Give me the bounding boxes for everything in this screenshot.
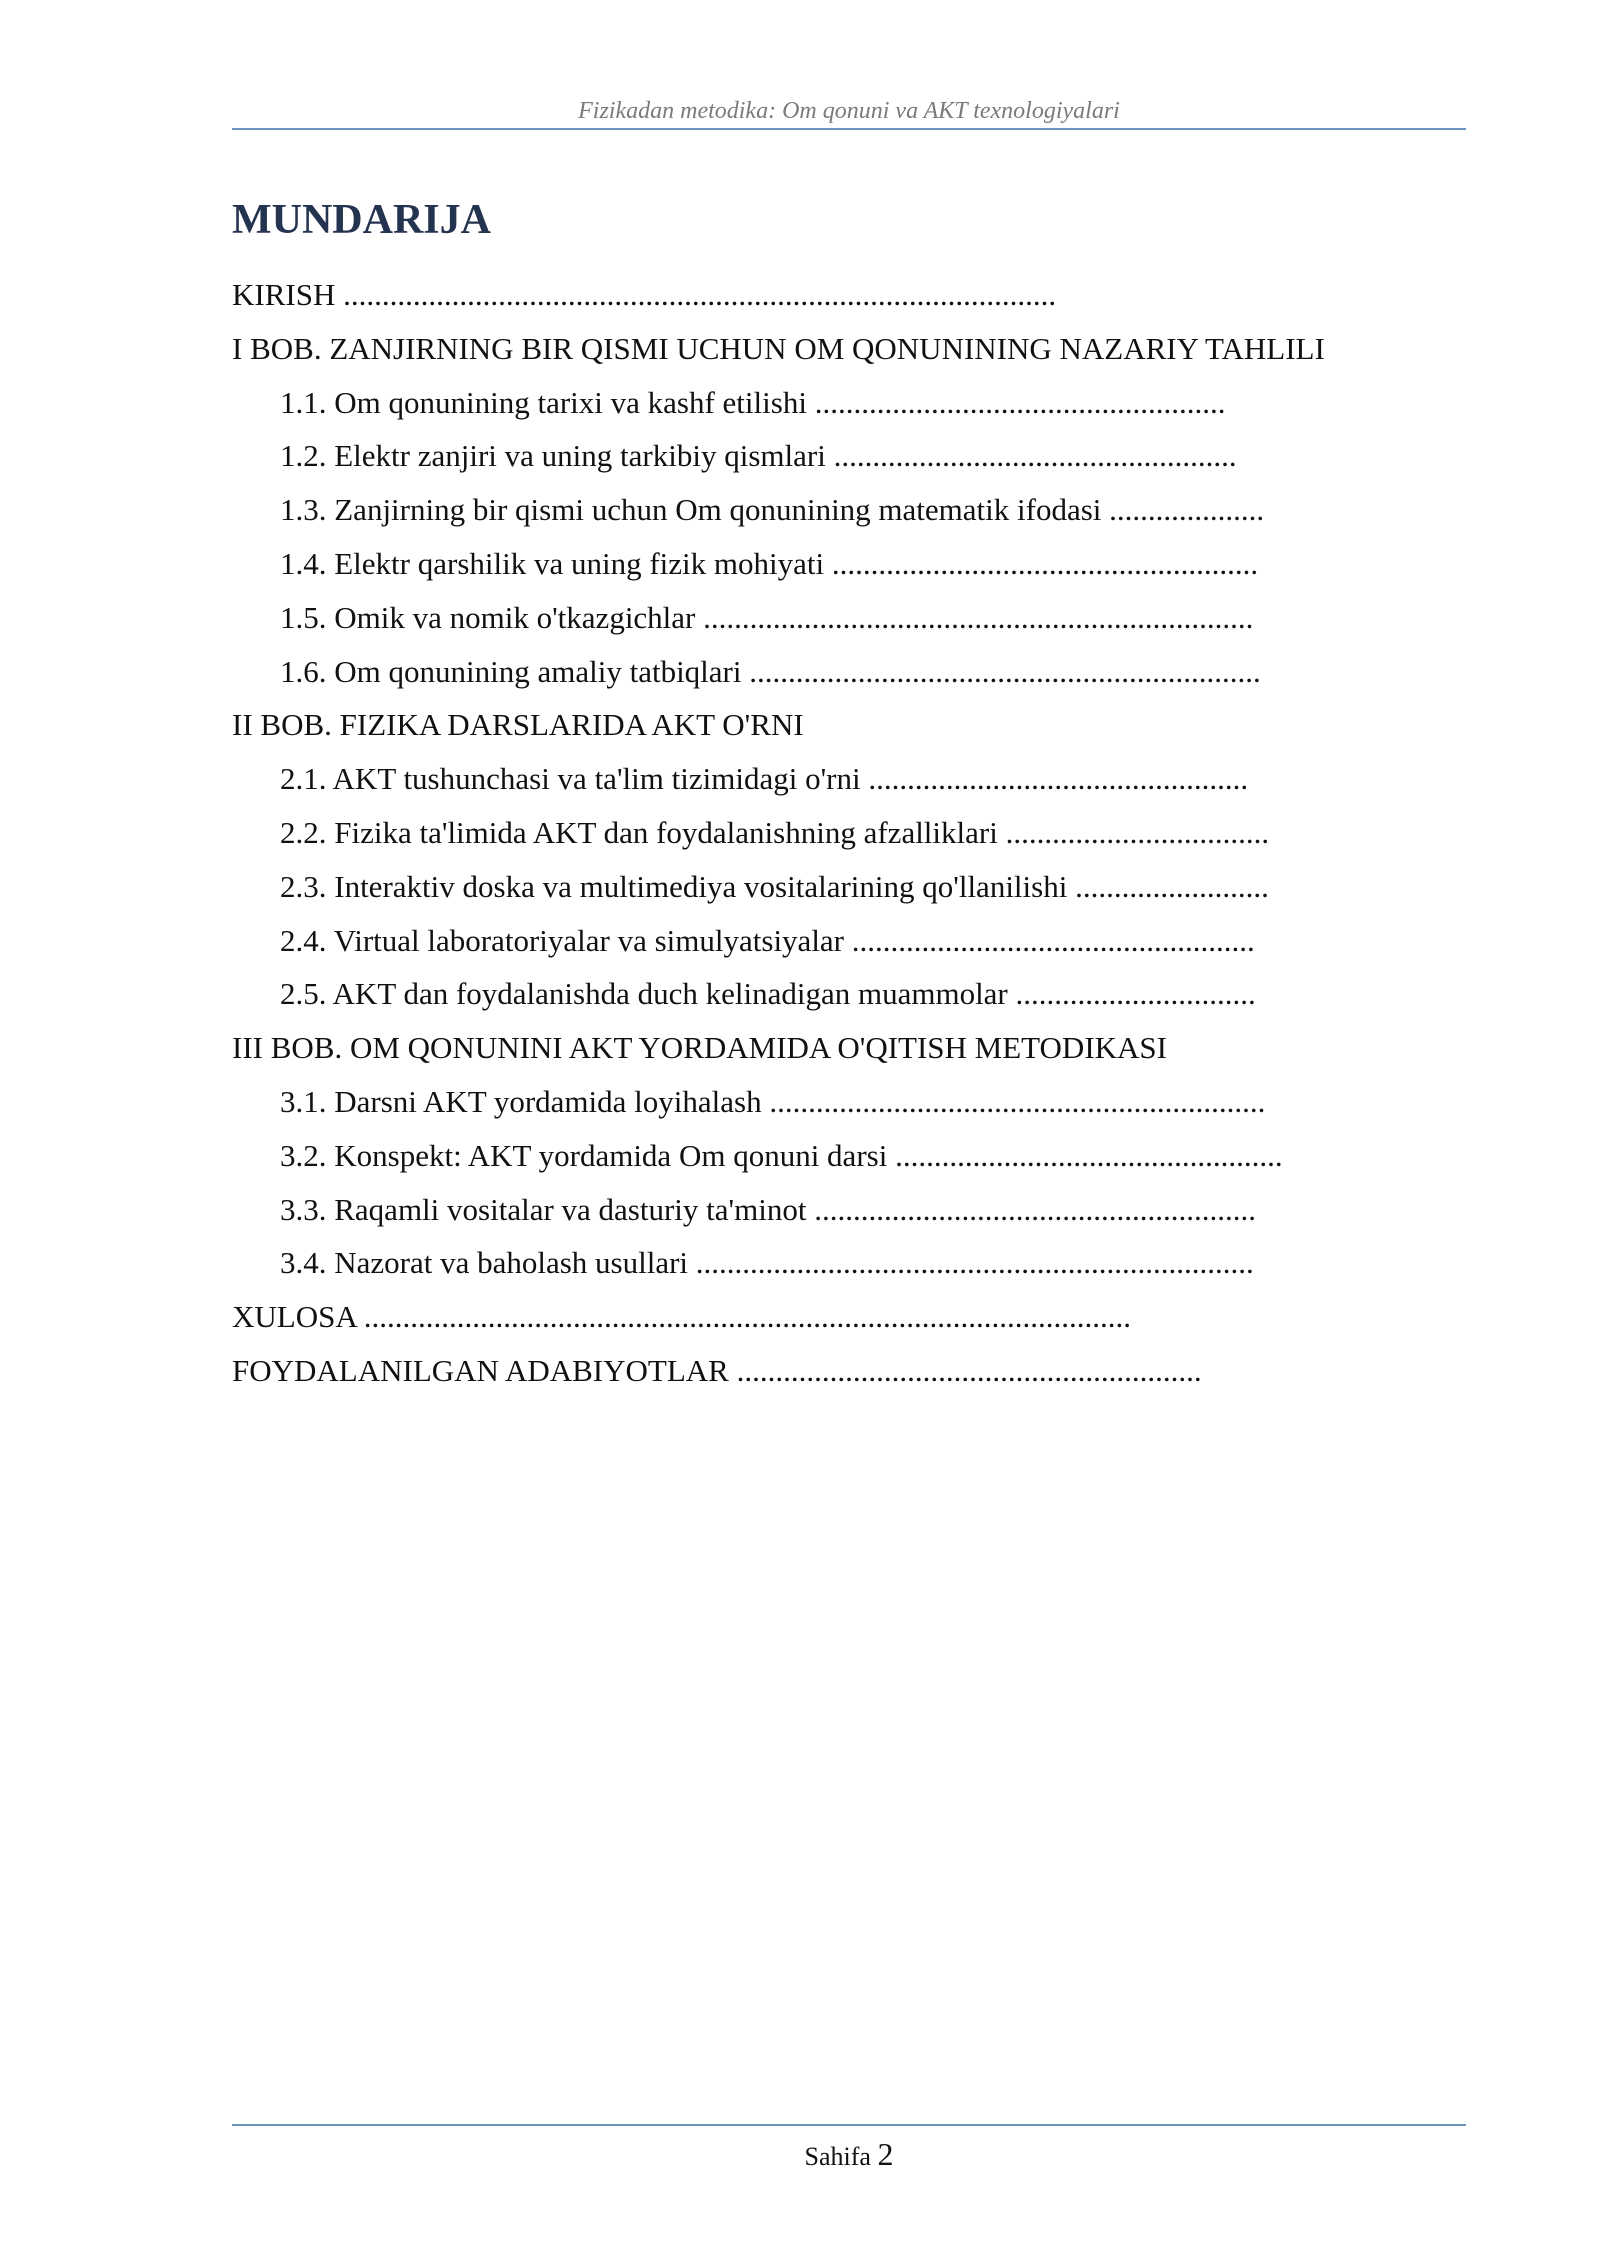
toc-subsection[interactable]: 3.3. Raqamli vositalar va dasturiy ta'minot .........................................................: [280, 1191, 1256, 1227]
toc-subsection[interactable]: 3.4. Nazorat va baholash usullari ........................................................................: [280, 1245, 1254, 1281]
toc-subsection[interactable]: 2.2. Fizika ta'limida AKT dan foydalanishning afzalliklari ..................................: [280, 814, 1270, 850]
toc-subsection[interactable]: 3.1. Darsni AKT yordamida loyihalash ................................................................: [280, 1083, 1266, 1119]
page-footer: [232, 2134, 1466, 2181]
header-divider: [232, 128, 1466, 130]
toc-subsection[interactable]: 1.4. Elektr qarshilik va uning fizik mohiyati .......................................................: [280, 545, 1259, 581]
toc-chapter[interactable]: FOYDALANILGAN ADABIYOTLAR ............................................................: [232, 1352, 1202, 1388]
toc-subsection[interactable]: 1.5. Omik va nomik o'tkazgichlar .......................................................................: [280, 599, 1254, 635]
toc-chapter[interactable]: KIRISH ............................................................................................: [232, 277, 1057, 312]
footer-divider: [232, 2124, 1466, 2126]
toc-subsection[interactable]: 1.6. Om qonunining amaliy tatbiqlari ..................................................................: [280, 653, 1261, 689]
toc-chapter[interactable]: I BOB. ZANJIRNING BIR QISMI UCHUN OM QONUNINING NAZARIY TAHLILI: [232, 330, 1325, 366]
toc-chapter[interactable]: II BOB. FIZIKA DARSLARIDA AKT O'RNI: [232, 707, 804, 743]
toc-subsection[interactable]: 1.2. Elektr zanjiri va uning tarkibiy qismlari ....................................................: [280, 438, 1237, 474]
toc-subsection[interactable]: 2.4. Virtual laboratoriyalar va simulyatsiyalar ....................................................: [280, 922, 1255, 958]
toc-subsection[interactable]: 2.3. Interaktiv doska va multimediya vositalarining qo'llanilishi .........................: [280, 868, 1269, 904]
page-label: Sahifa: [804, 2142, 878, 2171]
toc-subsection[interactable]: 2.1. AKT tushunchasi va ta'lim tizimidagi o'rni .................................................: [280, 761, 1249, 797]
toc-subsection[interactable]: 1.1. Om qonunining tarixi va kashf etilishi .....................................................: [280, 384, 1226, 420]
table-of-contents: [232, 268, 1466, 1398]
page-number: 2: [877, 2136, 894, 2172]
page-header: [232, 96, 1466, 126]
toc-chapter[interactable]: XULOSA ...................................................................................................: [232, 1299, 1132, 1335]
header-text: Fizikadan metodika: Om qonuni va AKT texnologiyalari: [578, 98, 1120, 124]
page-title: MUNDARIJA: [232, 197, 491, 243]
toc-subsection[interactable]: 3.2. Konspekt: AKT yordamida Om qonuni darsi ..................................................: [280, 1137, 1283, 1173]
toc-subsection[interactable]: 2.5. AKT dan foydalanishda duch kelinadigan muammolar ...............................: [280, 976, 1256, 1012]
toc-chapter[interactable]: III BOB. OM QONUNINI AKT YORDAMIDA O'QITISH METODIKASI: [232, 1030, 1167, 1066]
toc-subsection[interactable]: 1.3. Zanjirning bir qismi uchun Om qonunining matematik ifodasi ....................: [280, 492, 1265, 528]
